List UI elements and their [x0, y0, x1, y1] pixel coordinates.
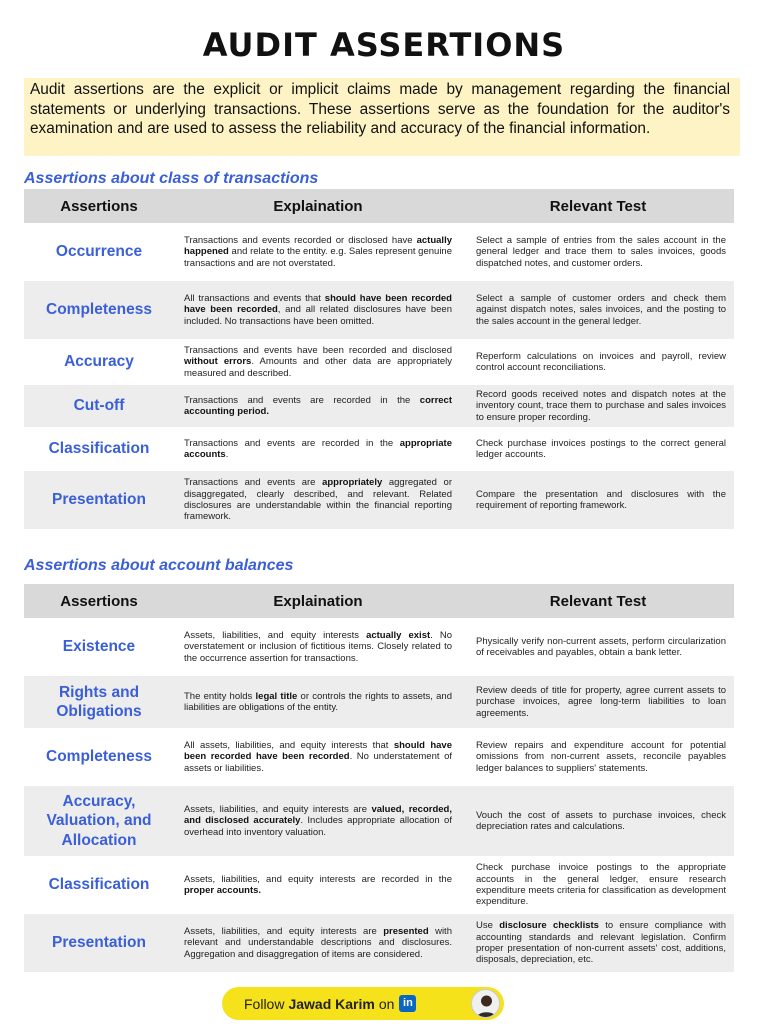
assertion-explanation: Assets, liabilities, and equity interests actually exist. No overstatement or inclusion of fictitious items. Closely related to the occurrence assertion for transactions.	[184, 629, 452, 664]
table-header	[24, 584, 734, 618]
table-row	[24, 385, 734, 427]
table-row	[24, 281, 734, 339]
assertion-name: Presentation	[52, 491, 146, 509]
assertion-name: Existence	[62, 638, 136, 656]
follow-suffix: on	[378, 995, 395, 1012]
follow-prefix: Follow	[244, 995, 285, 1012]
relevant-test: Vouch the cost of assets to purchase invoices, check depreciation rates and calculations.	[476, 809, 726, 832]
section-heading-balances: Assertions about account balances	[24, 557, 294, 574]
table-body	[24, 223, 734, 529]
assertion-name: Cut-off	[73, 397, 125, 415]
header-assertions: Assertions	[60, 197, 138, 215]
relevant-test: Reperform calculations on invoices and payroll, review control account reconciliations.	[476, 350, 726, 373]
assertion-name: Classification	[48, 876, 150, 894]
table-row	[24, 427, 734, 471]
assertion-name: Accuracy	[64, 353, 134, 371]
table-row	[24, 676, 734, 728]
assertion-name: Rights and Obligations	[56, 683, 142, 720]
assertion-name: Occurrence	[55, 243, 143, 261]
table-row	[24, 914, 734, 972]
assertion-name: Completeness	[46, 748, 152, 766]
balances-table	[24, 584, 734, 972]
relevant-test: Select a sample of entries from the sales account in the general ledger and trace them to sales invoices, goods dispatched notes, and customer orders.	[476, 234, 726, 269]
assertion-explanation: Transactions and events are appropriately aggregated or disaggregated, clearly described, and relevant. Related disclosures are understandable within the financial reporting framework.	[184, 477, 452, 523]
relevant-test: Record goods received notes and dispatch notes at the inventory count, trace them to purchase and sales invoices to ensure proper recording.	[476, 388, 726, 423]
table-row	[24, 339, 734, 385]
follow-banner[interactable]	[222, 987, 504, 1020]
assertion-explanation: Assets, liabilities, and equity interests are valued, recorded, and disclosed accurately. Includes appropriate allocation of overhead into inventory valuation.	[184, 803, 452, 838]
relevant-test: Review deeds of title for property, agree current assets to purchase invoices, agree long-term liabilities to loan agreements.	[476, 684, 726, 719]
avatar	[471, 989, 500, 1018]
header-assertions: Assertions	[60, 592, 138, 610]
assertion-name: Classification	[48, 440, 150, 458]
transactions-table	[24, 189, 734, 529]
table-row	[24, 618, 734, 676]
header-explanation: Explaination	[273, 592, 363, 610]
table-row	[24, 728, 734, 786]
author-name: Jawad Karim	[288, 995, 375, 1012]
relevant-test: Compare the presentation and disclosures with the requirement of reporting framework.	[476, 488, 726, 511]
table-header	[24, 189, 734, 223]
assertion-explanation: Transactions and events are recorded in the correct accounting period.	[184, 394, 452, 417]
table-row	[24, 856, 734, 914]
relevant-test: Use disclosure checklists to ensure compliance with accounting standards and relevant legislation. Confirm proper presentation of non-current assets' cost, additions, disposals, depreciation, etc.	[476, 920, 726, 966]
linkedin-icon[interactable]: in	[399, 995, 416, 1012]
table-row	[24, 471, 734, 529]
assertion-name: Accuracy, Valuation, and Allocation	[46, 792, 152, 849]
relevant-test: Physically verify non-current assets, perform circularization of receivables and payables, obtain a bank letter.	[476, 635, 726, 658]
table-row	[24, 223, 734, 281]
header-test: Relevant Test	[549, 592, 647, 610]
assertion-name: Presentation	[52, 934, 146, 952]
assertion-explanation: All transactions and events that should have been recorded have been recorded, and all related disclosures have been included. No transactions have been omitted.	[184, 292, 452, 327]
assertion-explanation: The entity holds legal title or controls the rights to assets, and liabilities are obligations of the entity.	[184, 690, 452, 713]
header-explanation: Explaination	[273, 197, 363, 215]
table-body	[24, 618, 734, 972]
page-title: AUDIT ASSERTIONS	[202, 26, 566, 64]
relevant-test: Check purchase invoice postings to the appropriate accounts in the general ledger, ensure research expenditure meets criteria for classification as development expenditure.	[476, 862, 726, 908]
relevant-test: Review repairs and expenditure account for potential omissions from non-current assets, reconcile payables ledger balances to suppliers' statements.	[476, 739, 726, 774]
assertion-explanation: All assets, liabilities, and equity interests that should have been recorded have been recorded. No understatement of assets or liabilities.	[184, 739, 452, 774]
assertion-explanation: Transactions and events have been recorded and disclosed without errors. Amounts and other data are appropriately measured and described.	[184, 344, 452, 379]
intro-paragraph: Audit assertions are the explicit or implicit claims made by management regarding the financial statements or underlying transactions. These assertions serve as the foundation for the auditor's examination and are used to assess the reliability and accuracy of the financial information.	[24, 78, 740, 156]
section-heading-transactions: Assertions about class of transactions	[24, 170, 319, 187]
table-row	[24, 786, 734, 856]
relevant-test: Select a sample of customer orders and check them against dispatch notes, sales invoices, and the posting to the sales account in the general ledger.	[476, 292, 726, 327]
assertion-explanation: Assets, liabilities, and equity interests are presented with relevant and understandable descriptions and disclosures. Aggregation and disaggregation of items are considered.	[184, 925, 452, 960]
relevant-test: Check purchase invoices postings to the correct general ledger accounts.	[476, 437, 726, 460]
assertion-name: Completeness	[46, 301, 152, 319]
assertion-explanation: Transactions and events recorded or disclosed have actually happened and relate to the entity. e.g. Sales represent genuine transactions and are not overstated.	[184, 234, 452, 269]
person-icon	[472, 990, 500, 1018]
header-test: Relevant Test	[549, 197, 647, 215]
assertion-explanation: Transactions and events are recorded in the appropriate accounts.	[184, 437, 452, 460]
assertion-explanation: Assets, liabilities, and equity interests are recorded in the proper accounts.	[184, 873, 452, 896]
